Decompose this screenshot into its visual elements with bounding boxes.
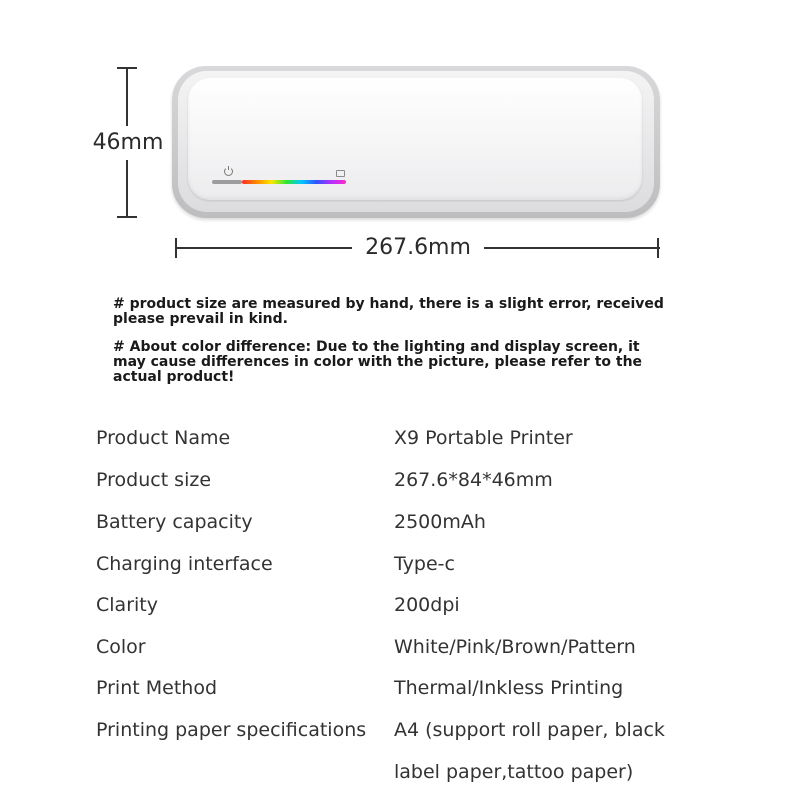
spec-label: Battery capacity <box>96 511 253 533</box>
spec-value: A4 (support roll paper, black label paper,tattoo paper) <box>394 719 665 783</box>
size-note: # product size are measured by hand, there is a slight error, received please prevail in kind. <box>113 296 664 327</box>
printer-image <box>172 66 660 218</box>
status-light-rainbow <box>242 180 346 184</box>
width-dimension-cap-right <box>657 238 659 258</box>
spec-value: 2500mAh <box>394 511 486 533</box>
width-dimension-label: 267.6mm <box>352 232 484 264</box>
spec-value: 267.6*84*46mm <box>394 469 553 491</box>
spec-label: Product size <box>96 469 212 491</box>
spec-value: X9 Portable Printer <box>394 427 573 449</box>
color-note: # About color difference: Due to the lighting and display screen, it may cause differences in color with the picture, please refer to the actual product! <box>113 339 643 385</box>
status-light-gray <box>212 180 242 184</box>
height-dimension-label: 46mm <box>86 126 170 160</box>
spec-value: 200dpi <box>394 594 460 616</box>
height-dimension-cap-top <box>117 67 137 69</box>
spec-value: Thermal/Inkless Printing <box>394 677 624 699</box>
width-dimension-cap-left <box>175 238 177 258</box>
height-dimension-cap-bottom <box>117 216 137 218</box>
spec-value: Type-c <box>394 553 455 575</box>
spec-value: White/Pink/Brown/Pattern <box>394 636 636 658</box>
spec-label: Color <box>96 636 146 658</box>
spec-label: Print Method <box>96 677 218 699</box>
spec-label: Clarity <box>96 594 158 616</box>
paper-icon <box>336 170 345 177</box>
spec-label: Charging interface <box>96 553 273 575</box>
spec-label: Product Name <box>96 427 231 449</box>
power-icon <box>224 167 233 176</box>
spec-label: Printing paper specifications <box>96 719 367 741</box>
